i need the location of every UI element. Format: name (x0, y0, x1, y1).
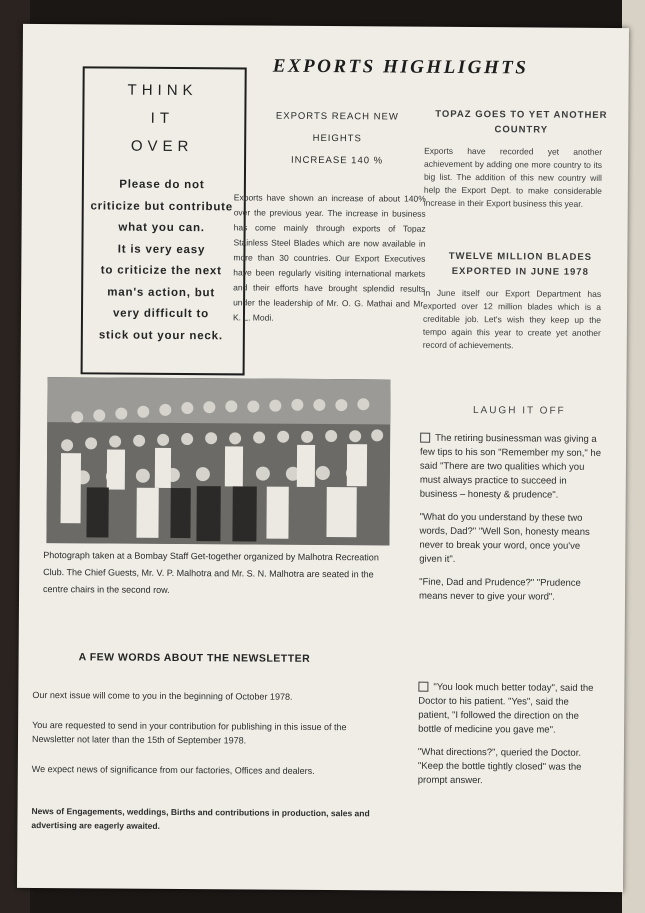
advice-line: to criticize the next (100, 264, 222, 278)
joke-2 (418, 681, 603, 789)
checkbox-icon (420, 433, 430, 443)
heading-line: HEIGHTS (312, 132, 362, 145)
topaz-heading: TOPAZ GOES TO YET ANOTHER COUNTRY (435, 108, 608, 136)
exports-heading (252, 105, 422, 172)
few-words-p4: News of Engagements, weddings, Births and contributions in production, sales and advertising are eagerly awaited. (31, 805, 370, 831)
advice-line: very difficult to (112, 307, 210, 321)
joke-para: "You look much better today", said the Doctor to his patient. "Yes", said the patient, "I followed the direction on the bottle of medicine you gave me". (418, 681, 594, 736)
think-it-over-title (96, 76, 229, 161)
joke-para: The retiring businessman was giving a few tips to his son "Remember my son," he said "There are two qualities which you must always practice to succeed in business – honesty & prudence". (419, 432, 602, 501)
few-words-p1: Our next issue will come to you in the beginning of October 1978. (32, 689, 293, 702)
newsletter-page (17, 24, 629, 892)
advice-line: stick out your neck. (98, 328, 223, 342)
joke-1 (419, 432, 604, 605)
masthead-title: EXPORTS HIGHLIGHTS (272, 55, 529, 79)
few-words-title: A FEW WORDS ABOUT THE NEWSLETTER (78, 651, 311, 665)
think-line: OVER (130, 137, 194, 156)
few-words-p2: You are requested to send in your contribution for publishing in this issue of the Newsletter not later than the 15th of September 1978. (31, 719, 347, 746)
joke-para: "What directions?", queried the Doctor. "Keep the bottle tightly closed" was the prompt answer. (417, 746, 582, 787)
think-line: THINK (127, 81, 198, 100)
photo-caption: Photograph taken at a Bombay Staff Get-together organized by Malhotra Recreation Club. The Chief Guests, Mr. V. P. Malhotra and Mr. S. N. Malhotra are seated in the centre chairs in the second row. (43, 550, 379, 595)
advice-line: It is very easy (117, 243, 206, 256)
checkbox-icon (418, 682, 428, 692)
advice-line: criticize but contribute (90, 199, 234, 213)
staff-group-photo (46, 377, 390, 545)
exports-article-body: Exports have shown an increase of about 140% over the previous year. The increase in business has come mainly through exports of Topaz Stainless Steel Blades which are now available in more than 30 countries. Our Export Executives have been regularly visiting international markets and their efforts have brought splendid results under the leadership of Mr. O. G. Mathai and Mr. K. L. Modi. (232, 192, 426, 323)
advice-line: Please do not (119, 178, 205, 192)
advice-line: what you can. (118, 221, 205, 235)
advice-line: man's action, but (107, 285, 216, 299)
few-words-p3: We expect news of significance from our factories, Offices and dealers. (31, 763, 315, 776)
joke-para: "What do you understand by these two words, Dad?" "Well Son, honesty means never to break your word, once you've given it". (419, 511, 590, 565)
twelve-million-heading: TWELVE MILLION BLADES EXPORTED IN JUNE 1978 (448, 250, 593, 278)
think-line: IT (150, 109, 175, 127)
laugh-it-off-title: LAUGH IT OFF (472, 405, 566, 417)
heading-line: INCREASE 140 % (290, 154, 384, 167)
think-it-over-advice (75, 174, 248, 347)
joke-para: "Fine, Dad and Prudence?" "Prudence means never to give your word". (418, 576, 581, 603)
twelve-million-body: In June itself our Export Department has exported over 12 million blades which is a creditable job. Let's wish they keep up the tempo again this year to create yet another record of achievements. (422, 287, 602, 351)
heading-line: EXPORTS REACH NEW (275, 110, 399, 123)
topaz-body: Exports have recorded yet another achievement by adding one more country to its big list. The addition of this new country will help the Export Dept. to make considerable increase in their Export business this year. (423, 145, 603, 209)
